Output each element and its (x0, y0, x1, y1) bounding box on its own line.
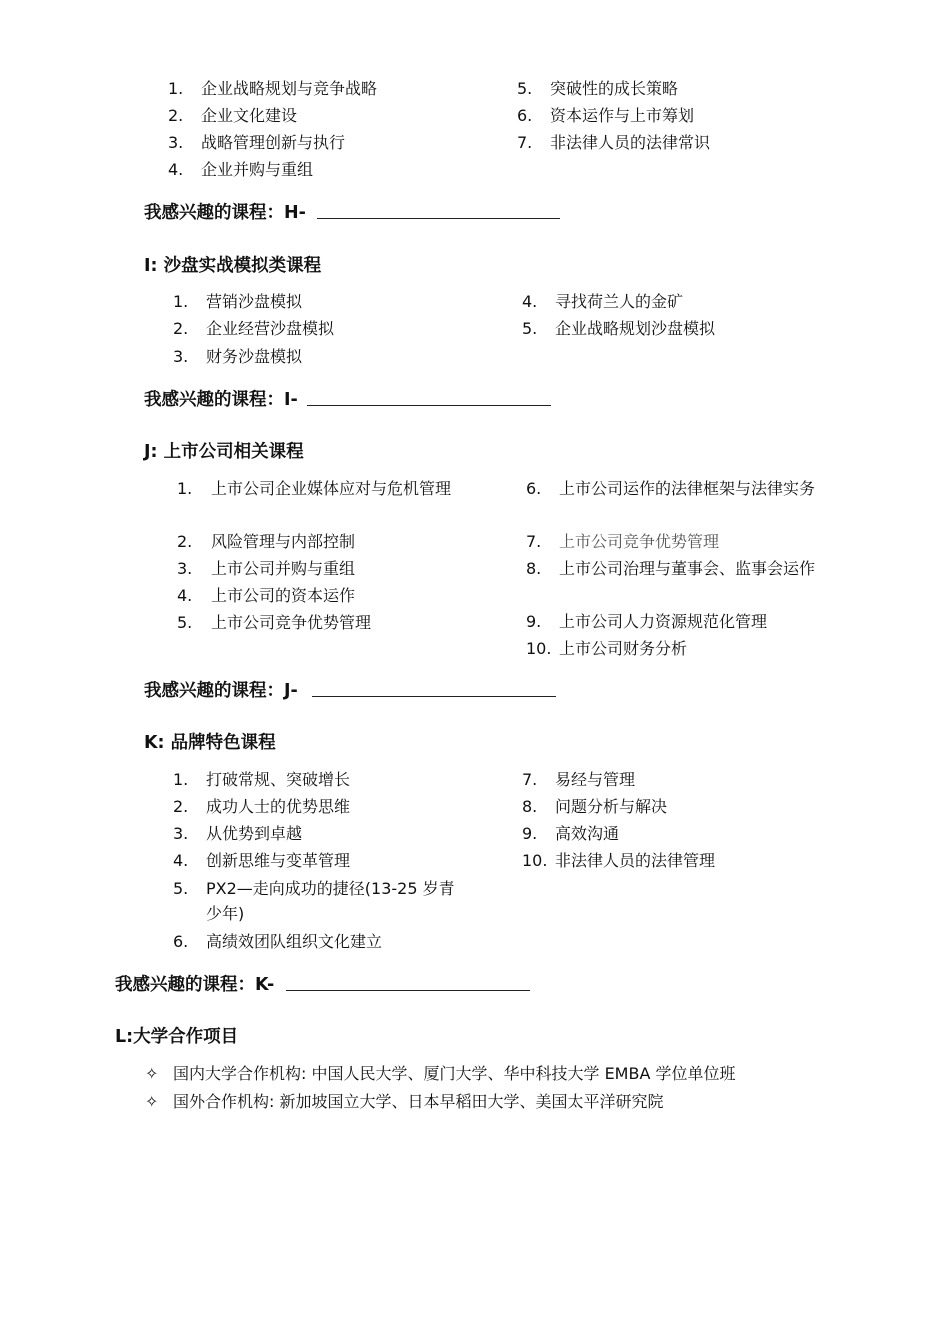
item-text: 创新思维与变革管理 (206, 851, 351, 870)
bullet-text: 国外合作机构: 新加坡国立大学、日本早稻田大学、美国太平洋研究院 (173, 1092, 664, 1111)
item-text: 上市公司并购与重组 (211, 559, 356, 578)
item-number: 7. (522, 770, 538, 789)
item-text: 上市公司运作的法律框架与法律实务 (559, 479, 816, 498)
interest-label-j: 我感兴趣的课程：J- (144, 681, 298, 701)
section-title-j: J: 上市公司相关课程 (144, 442, 304, 462)
item-number: 1. (173, 292, 189, 311)
item-text: 从优势到卓越 (206, 824, 303, 843)
bullet-text: 国内大学合作机构: 中国人民大学、厦门大学、华中科技大学 EMBA 学位单位班 (173, 1064, 736, 1083)
item-number: 1. (173, 770, 189, 789)
section-title-l: L:大学合作项目 (115, 1027, 239, 1047)
interest-blank-i[interactable] (307, 405, 551, 406)
item-number: 5. (173, 879, 189, 898)
interest-label-k: 我感兴趣的课程：K- (115, 975, 275, 995)
item-number: 7. (517, 133, 533, 152)
item-text: 企业战略规划沙盘模拟 (555, 319, 716, 338)
item-number: 1. (168, 79, 184, 98)
diamond-bullet-icon: ✧ (145, 1064, 159, 1083)
item-text: 问题分析与解决 (555, 797, 668, 816)
item-text: 上市公司治理与董事会、监事会运作 (559, 559, 816, 578)
item-text: 上市公司财务分析 (559, 639, 688, 658)
item-text: 上市公司竞争优势管理 (559, 532, 720, 551)
item-number: 4. (177, 586, 193, 605)
item-text: 上市公司的资本运作 (211, 586, 356, 605)
item-text: 成功人士的优势思维 (206, 797, 351, 816)
interest-blank-h[interactable] (317, 218, 560, 219)
item-number: 6. (517, 106, 533, 125)
item-text: 非法律人员的法律管理 (555, 851, 716, 870)
item-number: 2. (177, 532, 193, 551)
item-text: 上市公司人力资源规范化管理 (559, 612, 768, 631)
item-text: 打破常规、突破增长 (206, 770, 351, 789)
item-text: 资本运作与上市筹划 (550, 106, 695, 125)
item-number: 5. (517, 79, 533, 98)
diamond-bullet-icon: ✧ (145, 1092, 159, 1111)
interest-label-i: 我感兴趣的课程：I- (144, 390, 298, 410)
item-number: 2. (168, 106, 184, 125)
item-text: 企业战略规划与竞争战略 (201, 79, 378, 98)
item-text: 高效沟通 (555, 824, 620, 843)
item-text: 非法律人员的法律常识 (550, 133, 711, 152)
item-number: 10. (522, 851, 548, 870)
item-text: 上市公司企业媒体应对与危机管理 (211, 479, 452, 498)
interest-blank-k[interactable] (286, 990, 530, 991)
item-number: 1. (177, 479, 193, 498)
section-title-k: K: 品牌特色课程 (144, 733, 276, 753)
item-number: 8. (526, 559, 542, 578)
item-text: 风险管理与内部控制 (211, 532, 356, 551)
item-number: 9. (522, 824, 538, 843)
item-text: 企业文化建设 (201, 106, 298, 125)
item-text: 财务沙盘模拟 (206, 347, 303, 366)
interest-blank-j[interactable] (312, 696, 556, 697)
section-title-i: I: 沙盘实战模拟类课程 (144, 256, 322, 276)
item-text: 企业并购与重组 (201, 160, 314, 179)
item-number: 2. (173, 797, 189, 816)
item-text: 突破性的成长策略 (550, 79, 679, 98)
item-number: 6. (173, 932, 189, 951)
item-text: 寻找荷兰人的金矿 (555, 292, 684, 311)
item-number: 3. (168, 133, 184, 152)
item-number: 5. (522, 319, 538, 338)
item-number: 8. (522, 797, 538, 816)
item-number: 5. (177, 613, 193, 632)
item-number: 2. (173, 319, 189, 338)
item-number: 10. (526, 639, 552, 658)
item-number: 6. (526, 479, 542, 498)
interest-label-h: 我感兴趣的课程：H- (144, 203, 306, 223)
item-number: 4. (168, 160, 184, 179)
item-text: 战略管理创新与执行 (201, 133, 346, 152)
item-number: 3. (173, 347, 189, 366)
item-number: 4. (522, 292, 538, 311)
item-number: 3. (173, 824, 189, 843)
list-item (145, 1061, 736, 1086)
item-number: 9. (526, 612, 542, 631)
item-text: 营销沙盘模拟 (206, 292, 303, 311)
item-text: 企业经营沙盘模拟 (206, 319, 335, 338)
item-text: PX2—走向成功的捷径(13-25 岁青少年) (206, 879, 455, 923)
item-text: 易经与管理 (555, 770, 636, 789)
item-text: 高绩效团队组织文化建立 (206, 932, 383, 951)
list-item (145, 1089, 664, 1114)
item-text: 上市公司竞争优势管理 (211, 613, 372, 632)
item-number: 7. (526, 532, 542, 551)
item-number: 4. (173, 851, 189, 870)
item-number: 3. (177, 559, 193, 578)
